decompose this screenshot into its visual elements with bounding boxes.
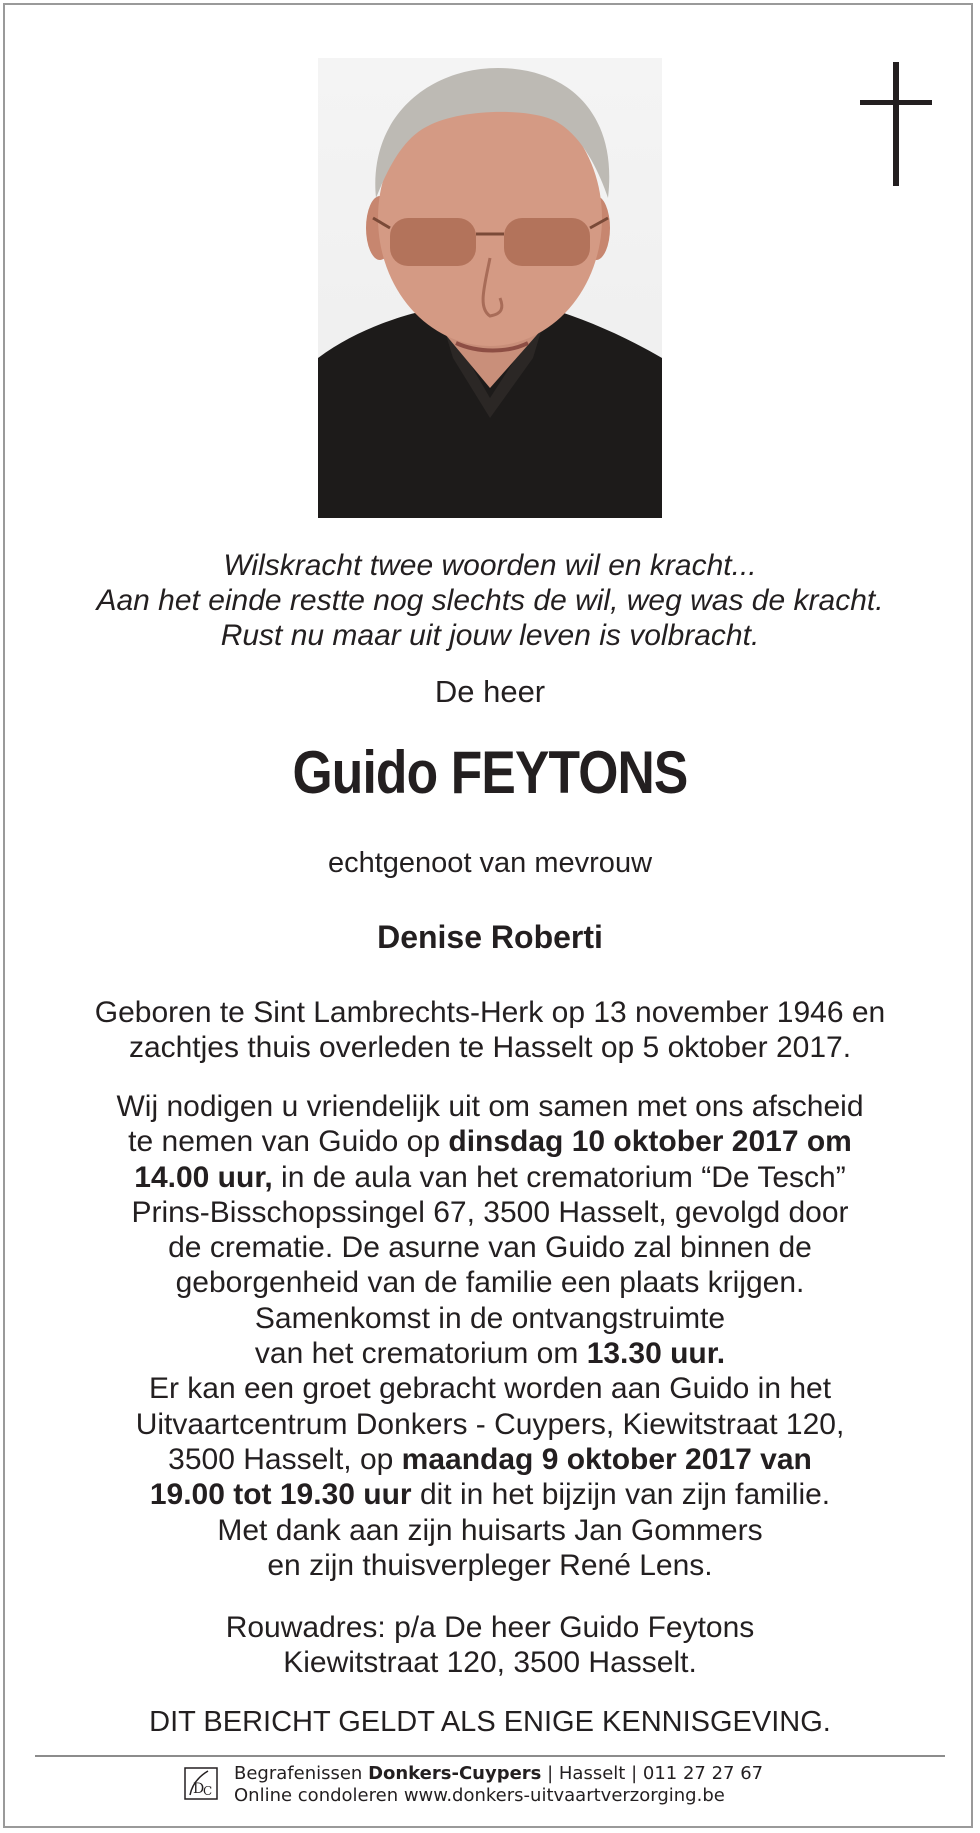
footer-line: Begrafenissen Donkers-Cuypers | Hasselt | 011 27 27 67 [234,1763,764,1784]
invitation-line: en zijn thuisverpleger René Lens. [267,1548,713,1582]
spouse-name: Denise Roberti [377,919,603,955]
invitation-line: Prins-Bisschopssingel 67, 3500 Hasselt, gevolgd door [131,1195,849,1229]
svg-text:C: C [203,1784,213,1798]
invitation-line: 3500 Hasselt, op maandag 9 oktober 2017 van [168,1442,812,1476]
visitation-time: 19.00 tot 19.30 uur [149,1478,412,1512]
funeral-invitation [40,1089,940,1583]
invitation-line: van het crematorium om 13.30 uur. [254,1337,726,1371]
invitation-line: te nemen van Guido op dinsdag 10 oktober 2017 om [128,1125,852,1159]
notice-statement: DIT BERICHT GELDT ALS ENIGE KENNISGEVING. [149,1706,831,1738]
address-line: Rouwadres: p/a De heer Guido Feytons [225,1611,755,1644]
portrait-photo [318,58,662,518]
deceased-name: Guido FEYTONS [292,739,688,806]
statement-line: zachtjes thuis overleden te Hasselt op 5 oktober 2017. [128,1031,852,1064]
invitation-line: de crematie. De asurne van Guido zal binnen de [168,1231,812,1265]
statement-line: Geboren te Sint Lambrechts-Herk op 13 november 1946 en [94,996,886,1029]
poem-line: Wilskracht twee woorden wil en kracht... [223,549,757,582]
svg-text:D: D [193,1781,205,1797]
funeral-home-logo [184,1765,220,1801]
title-prefix: De heer [434,674,546,709]
invitation-line: Wij nodigen u vriendelijk uit om samen met ons afscheid [116,1090,864,1123]
spouse-intro: echtgenoot van mevrouw [327,847,653,879]
condolence-website[interactable]: Online condoleren www.donkers-uitvaartverzorging.be [234,1785,725,1806]
visitation-date: maandag 9 oktober 2017 van [401,1442,812,1476]
invitation-line: Met dank aan zijn huisarts Jan Gommers [217,1513,763,1547]
address-line: Kiewitstraat 120, 3500 Hasselt. [283,1646,697,1679]
memorial-poem [40,548,940,653]
poem-line: Aan het einde restte nog slechts de wil, weg was de kracht. [96,584,884,617]
invitation-line: Uitvaartcentrum Donkers - Cuypers, Kiewitstraat 120, [135,1407,845,1441]
invitation-line: 14.00 uur, in de aula van het crematorium “De Tesch” [134,1160,846,1194]
gathering-time: 13.30 uur. [586,1337,726,1371]
invitation-line: geborgenheid van de familie een plaats krijgen. [175,1266,805,1300]
birth-death-statement [40,995,940,1065]
footer-info [234,1763,834,1807]
company-name: Donkers-Cuypers [368,1763,542,1784]
mourning-address [40,1610,940,1680]
invitation-line: Samenkomst in de ontvangstruimte [254,1301,726,1335]
service-date: dinsdag 10 oktober 2017 om [448,1125,852,1159]
poem-line: Rust nu maar uit jouw leven is volbracht. [220,619,760,652]
invitation-line: Er kan een groet gebracht worden aan Guido in het [148,1372,832,1406]
latin-cross-icon [860,62,932,186]
footer-divider [35,1755,945,1757]
service-time: 14.00 uur, [134,1160,273,1194]
invitation-line: 19.00 tot 19.30 uur dit in het bijzijn van zijn familie. [149,1478,831,1512]
